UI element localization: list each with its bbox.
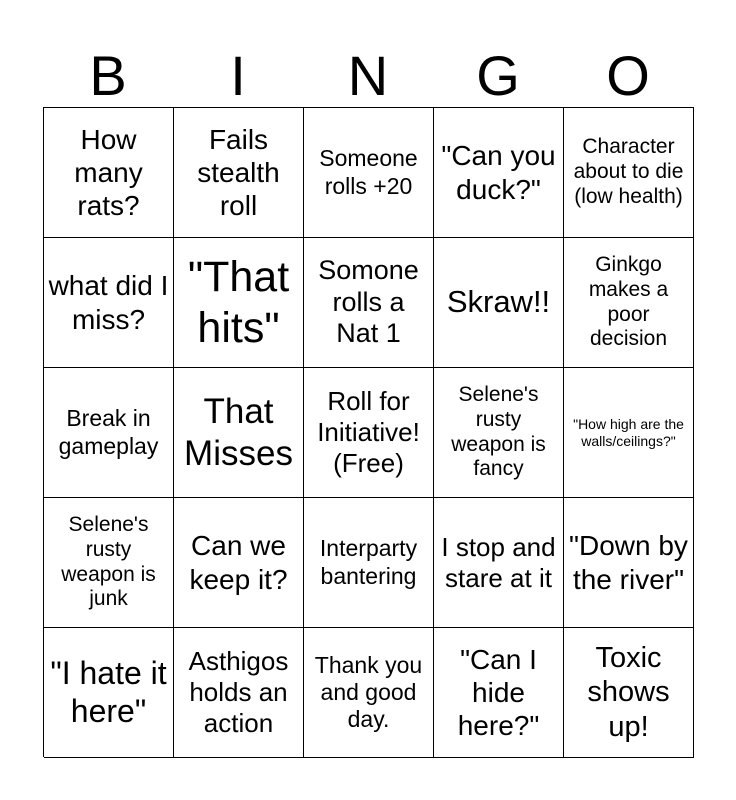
- bingo-cell-text: "How high are the walls/ceilings?": [573, 415, 684, 449]
- header-letter-b: B: [89, 44, 127, 107]
- bingo-cell[interactable]: [304, 368, 434, 498]
- bingo-cell-text: Selene's rusty weapon is junk: [61, 512, 156, 611]
- bingo-cell-text: How many rats?: [74, 123, 143, 222]
- bingo-cell[interactable]: [174, 628, 304, 758]
- bingo-cell-text: Fails stealth roll: [197, 123, 280, 222]
- header-letter-g: G: [476, 44, 520, 107]
- bingo-cell[interactable]: [564, 368, 694, 498]
- bingo-cell-text: Skraw!!: [446, 284, 551, 320]
- bingo-cell-text: Interparty bantering: [319, 535, 418, 589]
- bingo-cell-text: Selene's rusty weapon is fancy: [451, 382, 546, 481]
- bingo-cell-text: "Can you duck?": [441, 140, 556, 205]
- bingo-cell-text: Somone rolls a Nat 1: [318, 254, 419, 349]
- bingo-cell[interactable]: [174, 238, 304, 368]
- bingo-cell-text: Ginkgo makes a poor decision: [588, 252, 669, 351]
- bingo-cell-text: "Down by the river": [569, 530, 688, 595]
- bingo-cell-text: Roll for Initiative! (Free): [317, 386, 420, 478]
- bingo-cell[interactable]: [174, 108, 304, 238]
- bingo-cell[interactable]: [44, 498, 174, 628]
- bingo-cell-text: That Misses: [184, 392, 293, 473]
- bingo-cell-text: Asthigos holds an action: [188, 646, 289, 738]
- bingo-cell[interactable]: [304, 628, 434, 758]
- bingo-cell[interactable]: [564, 108, 694, 238]
- bingo-cell[interactable]: [564, 498, 694, 628]
- bingo-cell-text: I stop and stare at it: [441, 531, 556, 593]
- bingo-cell-text: Someone rolls +20: [319, 145, 418, 199]
- bingo-cell[interactable]: [564, 238, 694, 368]
- bingo-cell[interactable]: [434, 498, 564, 628]
- bingo-cell-text: "That hits": [187, 252, 290, 352]
- bingo-cell-text: Thank you and good day.: [314, 651, 423, 733]
- bingo-cell[interactable]: [174, 498, 304, 628]
- bingo-board: [43, 107, 694, 757]
- bingo-cell-text: what did I miss?: [48, 270, 169, 335]
- bingo-cell-text: Can we keep it?: [189, 530, 288, 595]
- bingo-cell[interactable]: [434, 368, 564, 498]
- bingo-cell[interactable]: [44, 238, 174, 368]
- bingo-cell-text: Toxic shows up!: [587, 642, 670, 743]
- bingo-cell[interactable]: [434, 628, 564, 758]
- bingo-cell-text: Break in gameplay: [58, 405, 159, 459]
- bingo-cell[interactable]: [434, 108, 564, 238]
- bingo-cell[interactable]: [44, 108, 174, 238]
- bingo-cell-text: "I hate it here": [50, 654, 167, 729]
- bingo-cell[interactable]: [564, 628, 694, 758]
- header-letter-i: I: [230, 44, 246, 107]
- bingo-cell[interactable]: [434, 238, 564, 368]
- bingo-cell-text: Character about to die (low health): [573, 135, 684, 208]
- bingo-cell[interactable]: [44, 368, 174, 498]
- bingo-cell[interactable]: [304, 498, 434, 628]
- bingo-cell-text: "Can I hide here?": [457, 643, 540, 742]
- bingo-cell[interactable]: [304, 108, 434, 238]
- bingo-header: [43, 46, 693, 106]
- bingo-cell[interactable]: [174, 368, 304, 498]
- header-letter-n: N: [347, 44, 389, 107]
- bingo-cell[interactable]: [304, 238, 434, 368]
- bingo-cell[interactable]: [44, 628, 174, 758]
- header-letter-o: O: [606, 44, 650, 107]
